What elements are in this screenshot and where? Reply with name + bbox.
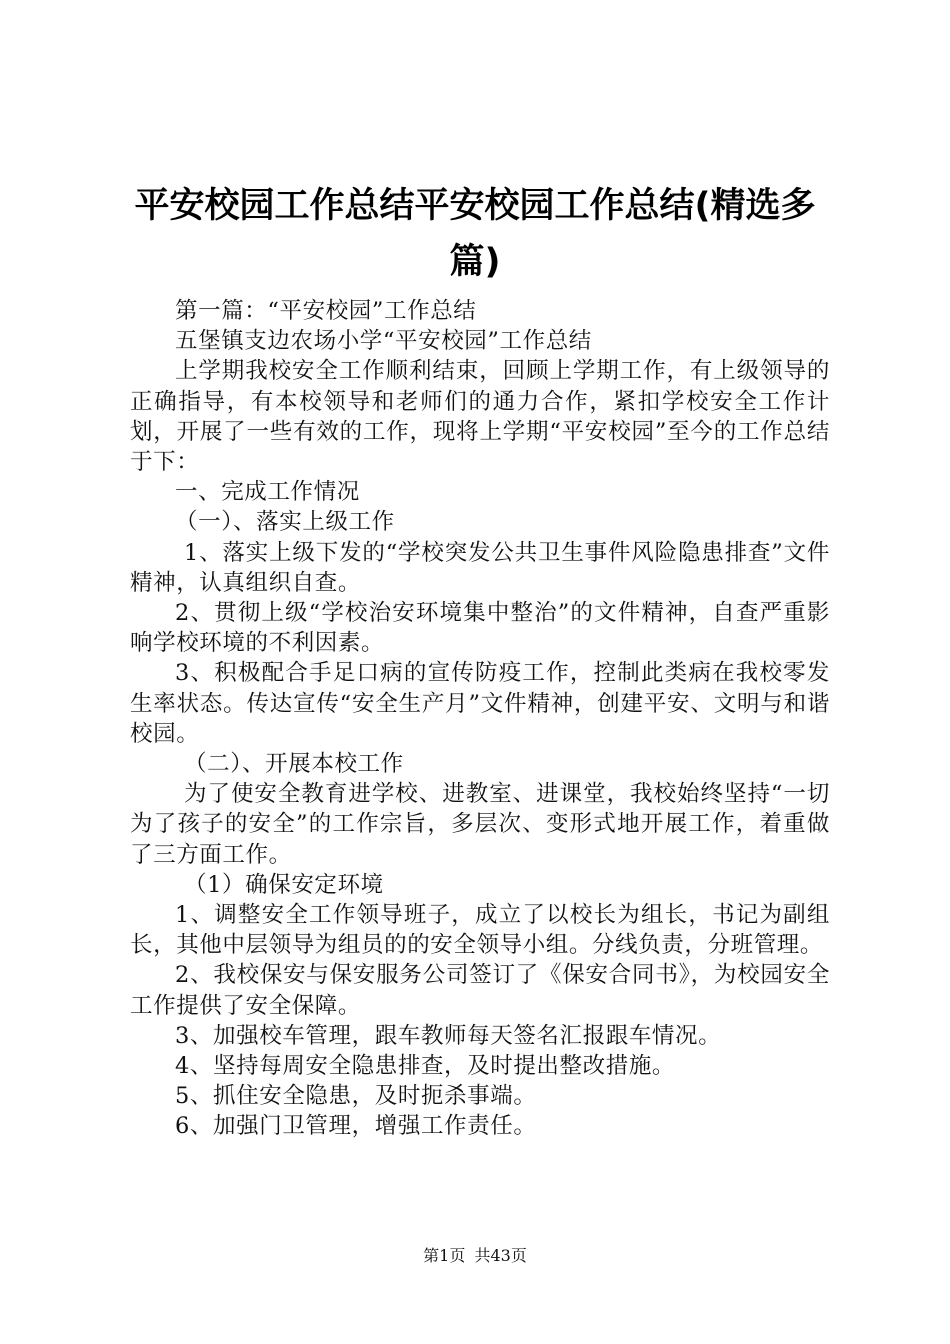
page-total: 共43页 — [474, 1246, 527, 1265]
page-footer — [0, 1243, 950, 1266]
document-body — [130, 296, 830, 1142]
paragraph: 一、完成工作情况 — [175, 479, 360, 506]
paragraph: 2、贯彻上级“学校治安环境集中整治”的文件精神，自查严重影响学校环境的不利因素。 — [130, 600, 830, 657]
paragraph: （二）、开展本校工作 — [184, 751, 404, 778]
paragraph: 1、调整安全工作领导班子，成立了以校长为组长，书记为副组长，其他中层领导为组员的的安全领导小组。分线负责，分班管理。 — [130, 902, 830, 959]
paragraph: （一）、落实上级工作 — [175, 509, 395, 536]
paragraph: 上学期我校安全工作顺利结束，回顾上学期工作，有上级领导的正确指导，有本校领导和老师们的通力合作，紧扣学校安全工作计划，开展了一些有效的工作，现将上学期“平安校园”至今的工作总结于下： — [130, 358, 830, 476]
paragraph: 为了使安全教育进学校、进教室、进课堂，我校始终坚持“一切为了孩子的安全”的工作宗旨，多层次、变形式地开展工作，着重做了三方面工作。 — [130, 781, 830, 868]
paragraph: 第一篇：“平安校园”工作总结 — [175, 298, 477, 324]
paragraph: 3、加强校车管理，跟车教师每天签名汇报跟车情况。 — [175, 1022, 722, 1049]
paragraph: 3、积极配合手足口病的宣传防疫工作，控制此类病在我校零发生率状态。传达宣传“安全生产月”文件精神，创建平安、文明与和谐校园。 — [130, 660, 830, 747]
paragraph: 4、坚持每周安全隐患排查，及时提出整改措施。 — [175, 1053, 676, 1080]
document-title: 平安校园工作总结平安校园工作总结(精选多篇) — [134, 186, 816, 282]
paragraph: （1）确保安定环境 — [184, 871, 384, 898]
paragraph: 1、落实上级下发的“学校突发公共卫生事件风险隐患排查”文件精神，认真组织自查。 — [130, 539, 830, 596]
paragraph: 2、我校保安与保安服务公司签订了《保安合同书》，为校园安全工作提供了安全保障。 — [130, 962, 830, 1019]
page-number: 第1页 — [423, 1246, 466, 1265]
paragraph: 6、加强门卫管理，增强工作责任。 — [175, 1113, 537, 1140]
paragraph: 5、抓住安全隐患，及时扼杀事端。 — [175, 1083, 537, 1110]
paragraph: 五堡镇支边农场小学“平安校园”工作总结 — [175, 328, 592, 355]
